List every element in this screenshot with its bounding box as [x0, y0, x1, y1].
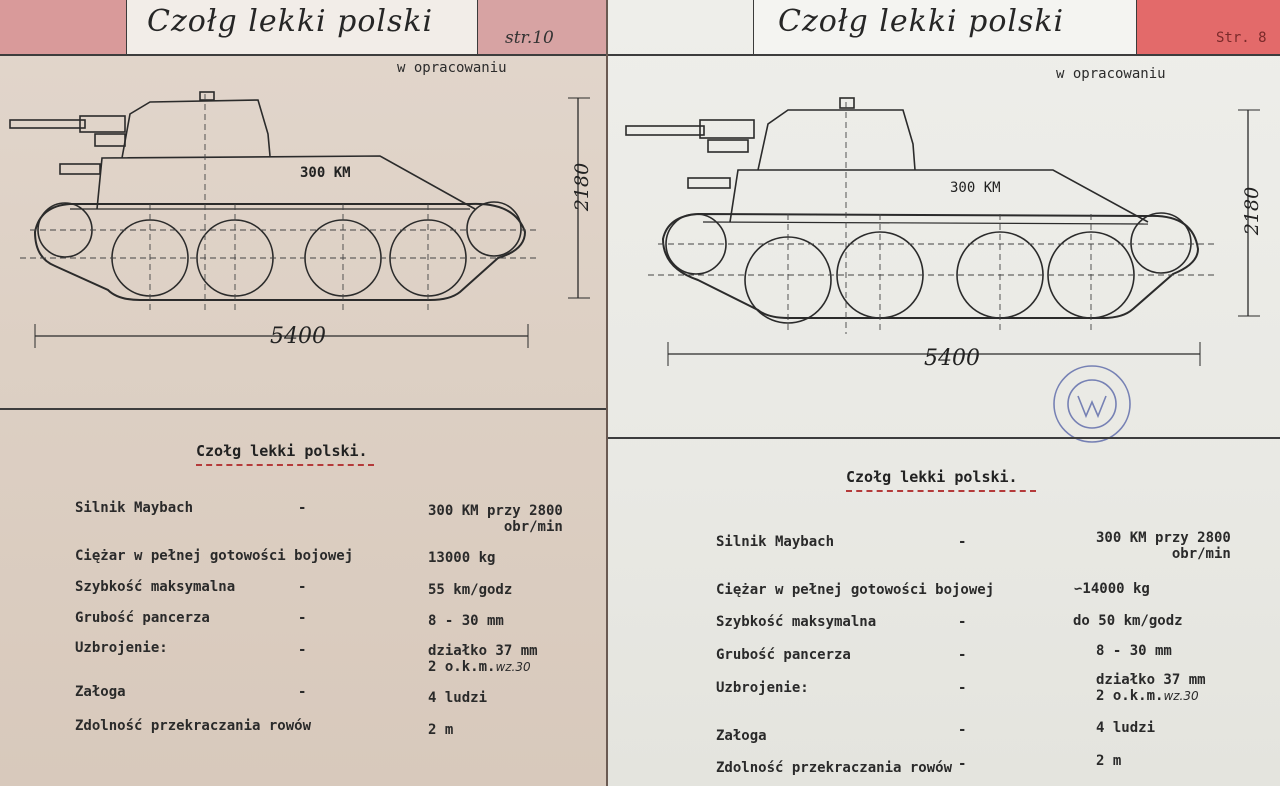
spec-dash: -	[958, 534, 967, 550]
spec-dash: -	[958, 722, 967, 738]
spec-value: 2 m	[1096, 753, 1122, 769]
spec-value: 300 KM przy 2800 obr/min	[1096, 530, 1231, 562]
spec-label: Szybkość maksymalna	[716, 614, 877, 630]
status-note: w opracowaniu	[1056, 66, 1166, 82]
handwritten-note: wz.30	[495, 660, 531, 674]
length-dimension: 5400	[924, 346, 980, 371]
spec-label: Silnik Maybach	[716, 534, 835, 550]
page-title: Czołg lekki polski	[147, 4, 434, 39]
spec-value: 4 ludzi	[428, 690, 488, 706]
power-label: 300 KM	[300, 165, 351, 181]
spec-label: Uzbrojenie:	[716, 680, 809, 696]
height-dimension: 2180	[571, 162, 594, 212]
section-rule	[0, 408, 606, 410]
spec-dash: -	[298, 500, 307, 516]
spec-value: 55 km/godz	[428, 582, 513, 598]
spec-value: działko 37 mm 2 o.k.m.wz.30	[1096, 672, 1206, 704]
spec-value: 13000 kg	[428, 550, 496, 566]
section-rule	[608, 437, 1280, 439]
spec-label: Załoga	[716, 728, 767, 744]
handwritten-note: wz.30	[1163, 689, 1199, 703]
tank-drawing	[608, 54, 1280, 434]
spec-dash: -	[298, 642, 307, 658]
archive-stamp-icon	[1050, 362, 1134, 446]
spec-value: 300 KM przy 2800 obr/min	[428, 503, 563, 535]
spec-value: 4 ludzi	[1096, 720, 1156, 736]
heading-underline	[846, 490, 1036, 492]
spec-dash: -	[298, 610, 307, 626]
spec-dash: -	[958, 680, 967, 696]
page-number: str.10	[505, 28, 554, 48]
page-title: Czołg lekki polski	[778, 4, 1065, 39]
spec-heading: Czołg lekki polski.	[846, 468, 1018, 486]
spec-value: działko 37 mm 2 o.k.m.wz.30	[428, 643, 538, 675]
document-page-right	[608, 0, 1280, 786]
heading-underline	[196, 464, 374, 466]
length-dimension: 5400	[270, 324, 326, 349]
spec-dash: -	[298, 684, 307, 700]
spec-label: Uzbrojenie:	[75, 640, 168, 656]
title-box	[753, 0, 1137, 55]
spec-label: Grubość pancerza	[75, 610, 210, 626]
spec-label: Zdolność przekraczania rowów	[716, 760, 953, 776]
height-dimension: 2180	[1241, 186, 1264, 236]
spec-heading: Czołg lekki polski.	[196, 442, 368, 460]
spec-dash: -	[958, 756, 967, 772]
red-header-tab	[0, 0, 128, 54]
spec-label: Załoga	[75, 684, 126, 700]
spec-label: Silnik Maybach	[75, 500, 194, 516]
spec-dash: -	[298, 579, 307, 595]
spec-value: 2 m	[428, 722, 454, 738]
status-note: w opracowaniu	[397, 60, 507, 76]
spec-dash: -	[958, 614, 967, 630]
spec-label: Ciężar w pełnej gotowości bojowej	[75, 548, 354, 564]
page-number: Str. 8	[1216, 30, 1267, 46]
spec-value: do 50 km/godz	[1073, 613, 1183, 629]
title-box	[126, 0, 478, 55]
spec-value: 8 - 30 mm	[428, 613, 504, 629]
spec-label: Szybkość maksymalna	[75, 579, 236, 595]
spec-value: 8 - 30 mm	[1096, 643, 1172, 659]
spec-label: Ciężar w pełnej gotowości bojowej	[716, 582, 995, 598]
spec-label: Grubość pancerza	[716, 647, 851, 663]
power-label: 300 KM	[950, 180, 1001, 196]
document-page-left	[0, 0, 606, 786]
spec-label: Zdolność przekraczania rowów	[75, 718, 312, 734]
spec-dash: -	[958, 647, 967, 663]
spec-value: ∽14000 kg	[1074, 581, 1150, 597]
tank-drawing	[0, 54, 606, 414]
